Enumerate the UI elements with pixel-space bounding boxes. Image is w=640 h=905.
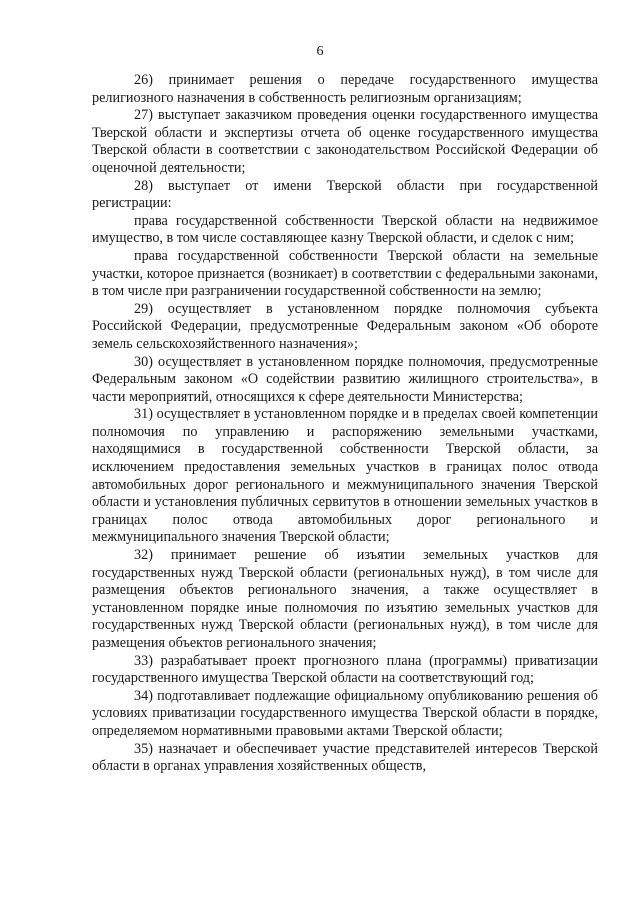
paragraph-27: 27) выступает заказчиком проведения оценки государственного имущества Тверской области и экспертизы отчета об оценке государственного имущества Тверской области в соответствии с законодательством Российской Федерации об оценочной деятельности; (92, 107, 598, 176)
document-body (92, 72, 598, 776)
paragraph-28-land: права государственной собственности Тверской области на земельные участки, которое признается (возникает) в соответствии с федеральными законами, в том числе при разграничении государственной собственности на землю; (92, 247, 598, 300)
paragraph-35: 35) назначает и обеспечивает участие представителей интересов Тверской области в органах управления хозяйственных обществ, (92, 740, 598, 775)
page-number: 6 (316, 44, 324, 59)
paragraph-30: 30) осуществляет в установленном порядке полномочия, предусмотренные Федеральным законом «О содействии развитию жилищного строительства», в части мероприятий, относящихся к сфере деятельности Министерства; (92, 353, 598, 405)
paragraph-32: 32) принимает решение об изъятии земельных участков для государственных нужд Тверской области (региональных нужд), в том числе для размещения объектов регионального значения, а также осуществляет в установленном порядке иные полномочия по изъятию земельных участков для государственных нужд Тверской области (региональных нужд), в том числе для размещения объектов регионального значения; (92, 547, 598, 651)
paragraph-28-real-estate: права государственной собственности Тверской области на недвижимое имущество, в том числе составляющее казну Тверской области, и сделок с ним; (92, 212, 598, 247)
paragraph-34: 34) подготавливает подлежащие официальному опубликованию решения об условиях приватизации государственного имущества Тверской области в порядке, определяемом нормативными правовыми актами Тверской области; (92, 687, 598, 739)
paragraph-33: 33) разрабатывает проект прогнозного плана (программы) приватизации государственного имущества Тверской области на соответствующий год; (92, 652, 598, 687)
paragraph-26: 26) принимает решения о передаче государственного имущества религиозного назначения в собственность религиозным организациям; (92, 72, 598, 106)
paragraph-31: 31) осуществляет в установленном порядке и в пределах своей компетенции полномочия по управлению и распоряжению земельными участками, находящимися в государственной собственности Тверской области, за исключением предоставления земельных участков в границах полос отвода автомобильных дорог регионального и межмуниципального значения Тверской области и установления публичных сервитутов в отношении земельных участков в границах полос отвода автомобильных дорог регионального и межмуниципального значения Тверской области; (92, 406, 598, 546)
paragraph-29: 29) осуществляет в установленном порядке полномочия субъекта Российской Федерации, предусмотренные Федеральным законом «Об обороте земель сельскохозяйственного назначения»; (92, 300, 598, 352)
paragraph-28: 28) выступает от имени Тверской области при государственной регистрации: (92, 177, 598, 212)
